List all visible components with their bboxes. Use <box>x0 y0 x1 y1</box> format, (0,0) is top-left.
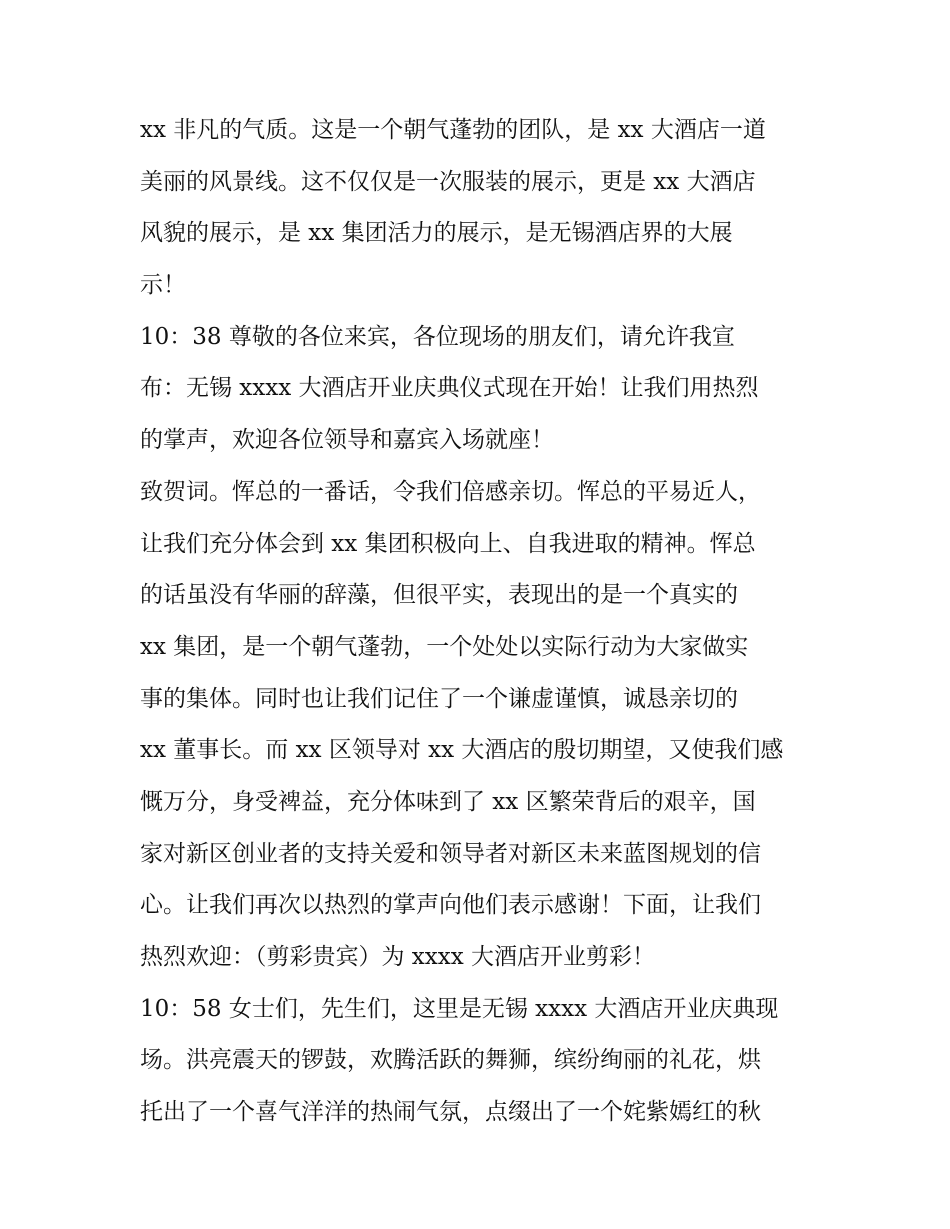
text-line: 场。洪亮震天的锣鼓，欢腾活跃的舞狮，缤纷绚丽的礼花，烘 <box>140 1047 761 1074</box>
text-line: 慨万分，身受裨益，充分体味到了 xx 区繁荣背后的艰辛，国 <box>140 788 756 815</box>
text-line: 的掌声，欢迎各位领导和嘉宾入场就座！ <box>140 427 554 454</box>
text-line: 心。让我们再次以热烈的掌声向他们表示感谢！下面，让我们 <box>140 892 761 919</box>
text-line: 风貌的展示，是 xx 集团活力的展示，是无锡酒店界的大展 <box>140 220 733 247</box>
text-line: xx 非凡的气质。这是一个朝气蓬勃的团队，是 xx 大酒店一道 <box>140 117 766 143</box>
text-line: 美丽的风景线。这不仅仅是一次服装的展示，更是 xx 大酒店 <box>140 168 756 195</box>
text-line: 让我们充分体会到 xx 集团积极向上、自我进取的精神。恽总 <box>140 530 756 557</box>
text-line: 热烈欢迎：（剪彩贵宾）为 xxxx 大酒店开业剪彩！ <box>140 944 656 970</box>
text-line: 事的集体。同时也让我们记住了一个谦虚谨慎，诚恳亲切的 <box>140 685 738 712</box>
text-line: 示！ <box>140 272 186 299</box>
text-line: 的话虽没有华丽的辞藻，但很平实，表现出的是一个真实的 <box>140 582 738 609</box>
text-line: xx 董事长。而 xx 区领导对 xx 大酒店的殷切期望，又使我们感 <box>140 737 784 764</box>
text-line: xx 集团，是一个朝气蓬勃，一个处处以实际行动为大家做实 <box>140 633 749 660</box>
body-text <box>140 107 830 1141</box>
text-line: 家对新区创业者的支持关爱和领导者对新区未来蓝图规划的信 <box>140 840 761 867</box>
text-line: 致贺词。恽总的一番话，令我们倍感亲切。恽总的平易近人， <box>140 478 761 505</box>
text-line: 10：38 尊敬的各位来宾，各位现场的朋友们，请允许我宣 <box>140 323 735 350</box>
text-line: 10：58 女士们，先生们，这里是无锡 xxxx 大酒店开业庆典现 <box>140 995 779 1022</box>
text-line: 布：无锡 xxxx 大酒店开业庆典仪式现在开始！让我们用热烈 <box>140 375 759 402</box>
text-line: 托出了一个喜气洋洋的热闹气氛，点缀出了一个姹紫嫣红的秋 <box>140 1099 761 1126</box>
